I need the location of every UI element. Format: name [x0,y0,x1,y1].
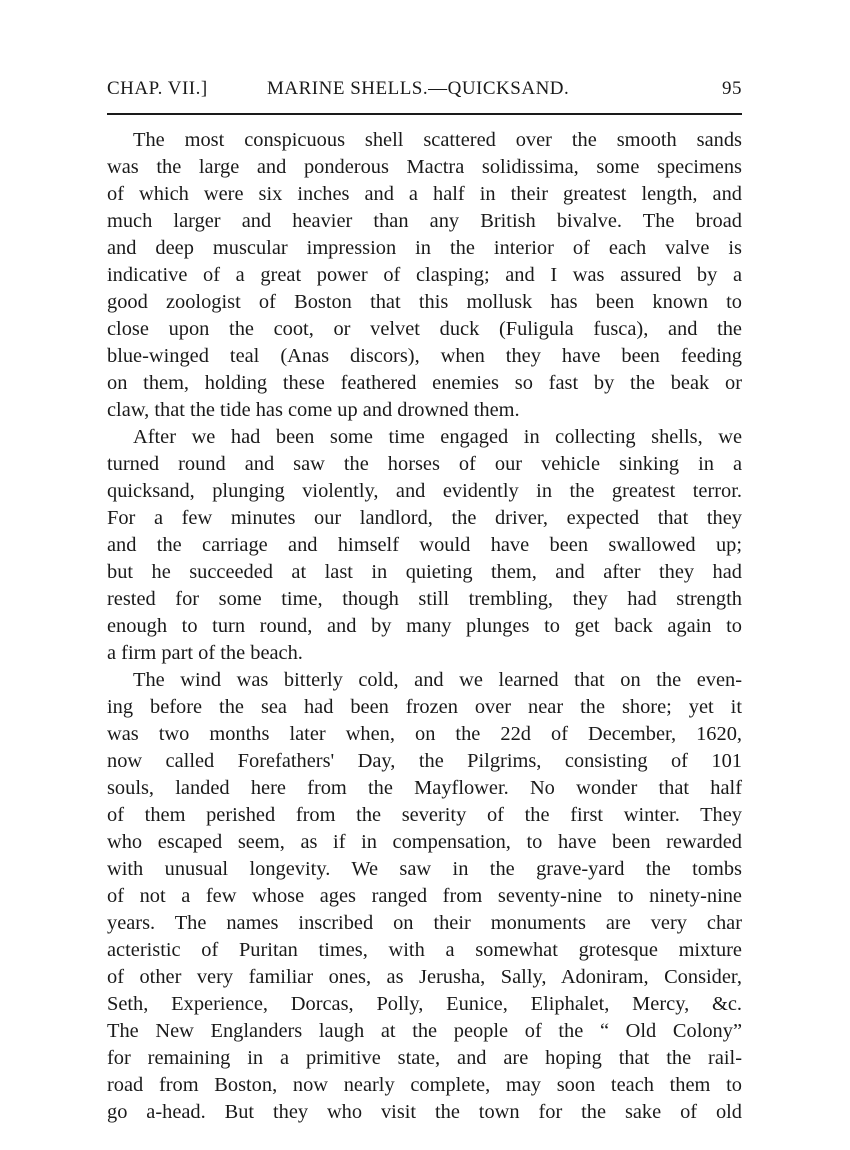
text-line: of which were six inches and a half in their greatest length, and [107,183,742,205]
text-line: and the carriage and himself would have been swallowed up; [107,534,742,556]
text-line: and deep muscular impression in the interior of each valve is [107,237,742,259]
page-number: 95 [722,78,742,99]
text-line: For a few minutes our landlord, the driver, expected that they [107,507,742,529]
running-head [107,78,742,102]
text-line: turned round and saw the horses of our vehicle sinking in a [107,453,742,475]
text-line: The most conspicuous shell scattered over the smooth sands [133,129,742,151]
text-line: on them, holding these feathered enemies so fast by the beak or [107,372,742,394]
text-line: claw, that the tide has come up and drowned them. [107,399,520,421]
page-title: MARINE SHELLS.—QUICKSAND. [267,78,570,99]
text-line: souls, landed here from the Mayflower. No wonder that half [107,777,742,799]
text-line: road from Boston, now nearly complete, may soon teach them to [107,1074,742,1096]
text-line: a firm part of the beach. [107,642,303,664]
text-line: now called Forefathers' Day, the Pilgrims, consisting of 101 [107,750,742,772]
text-line: blue-winged teal (Anas discors), when they have been feeding [107,345,742,367]
chapter-label: CHAP. VII.] [107,78,208,99]
body-text [107,127,742,1126]
text-line: was two months later when, on the 22d of December, 1620, [107,723,742,745]
text-line: with unusual longevity. We saw in the grave-yard the tombs [107,858,742,880]
text-line: of other very familiar ones, as Jerusha, Sally, Adoniram, Consider, [107,966,742,988]
text-line: quicksand, plunging violently, and evidently in the greatest terror. [107,480,742,502]
text-line: was the large and ponderous Mactra solidissima, some specimens [107,156,742,178]
text-line: good zoologist of Boston that this mollusk has been known to [107,291,742,313]
text-line: indicative of a great power of clasping; and I was assured by a [107,264,742,286]
text-line: Seth, Experience, Dorcas, Polly, Eunice, Eliphalet, Mercy, &c. [107,993,742,1015]
header-rule [107,113,742,115]
text-line: of not a few whose ages ranged from seventy-nine to ninety-nine [107,885,742,907]
text-line: go a-head. But they who visit the town for the sake of old [107,1101,742,1123]
text-line: acteristic of Puritan times, with a somewhat grotesque mixture [107,939,742,961]
text-line: ing before the sea had been frozen over near the shore; yet it [107,696,742,718]
text-line: The New Englanders laugh at the people of the “ Old Colony” [107,1020,742,1042]
text-line: much larger and heavier than any British bivalve. The broad [107,210,742,232]
text-line: of them perished from the severity of the first winter. They [107,804,742,826]
text-line: rested for some time, though still trembling, they had strength [107,588,742,610]
text-line: who escaped seem, as if in compensation, to have been rewarded [107,831,742,853]
text-line: enough to turn round, and by many plunges to get back again to [107,615,742,637]
text-line: for remaining in a primitive state, and are hoping that the rail- [107,1047,742,1069]
text-line: but he succeeded at last in quieting them, and after they had [107,561,742,583]
text-line: The wind was bitterly cold, and we learned that on the even- [133,669,742,691]
text-line: After we had been some time engaged in collecting shells, we [133,426,742,448]
text-line: close upon the coot, or velvet duck (Fuligula fusca), and the [107,318,742,340]
text-line: years. The names inscribed on their monuments are very char [107,912,742,934]
